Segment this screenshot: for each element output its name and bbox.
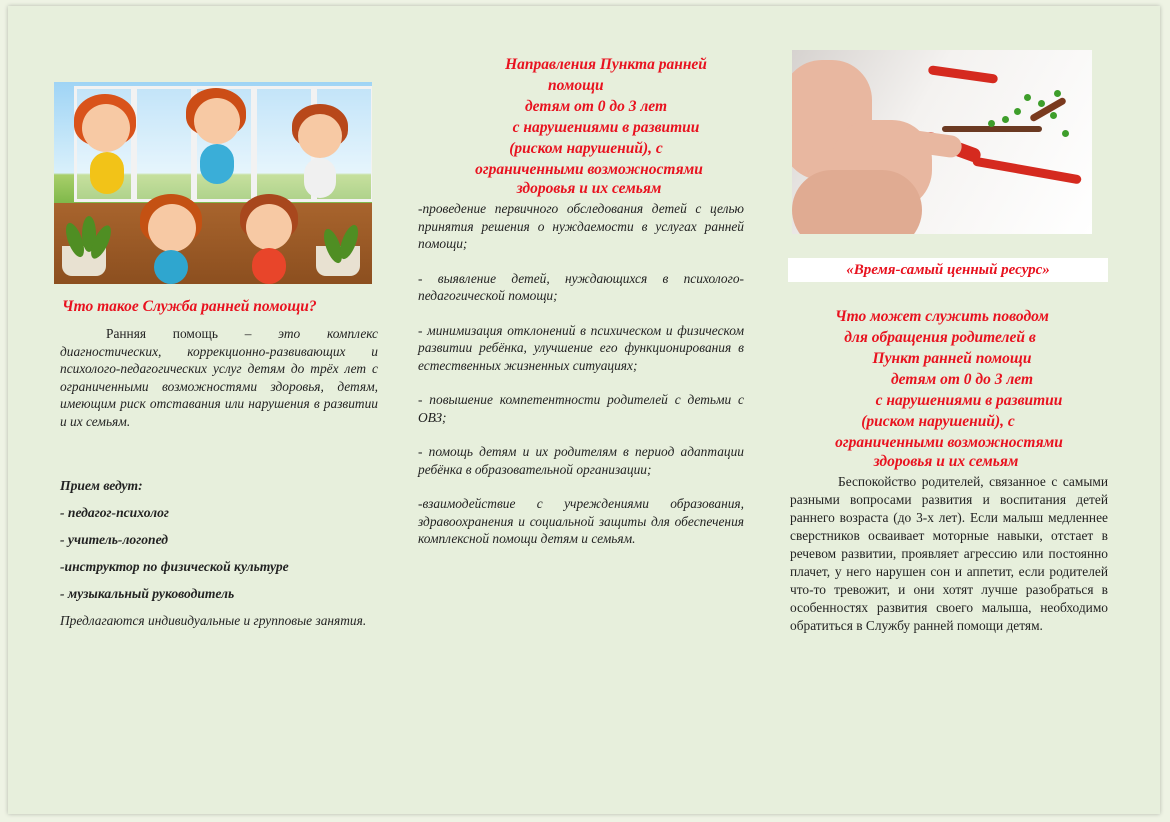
children-illustration [54, 82, 372, 284]
heading-line: (риском нарушений), с [509, 140, 663, 157]
right-body-text: Беспокойство родителей, связанное с самыми разными вопросами развития и воспитания детей раннего возраста (до 3-х лет). Если малыш медленнее сверстников осваивает моторные навыки, отстает в речевом развитии, проявляет агрессию или постоянно плачет, у него нарушен сон и аппетит, если родителей что-то тревожит, и они хотят лучше разобраться в особенностях развития своего малыша, необходимо обратиться в Службу ранней помощи детям. [790, 474, 1108, 633]
heading-line: для обращения родителей в [844, 329, 1036, 346]
direction-item: - помощь детям и их родителям в период адаптации ребёнка в образовательной организации; [418, 444, 744, 477]
heading-line: помощи [548, 77, 604, 94]
left-column [54, 82, 378, 630]
left-title: Что такое Служба ранней помощи? [62, 298, 317, 315]
middle-heading [418, 54, 744, 198]
direction-item: - повышение компетентности родителей с детьми с ОВЗ; [418, 392, 744, 425]
heading-line: детям от 0 до 3 лет [890, 371, 1034, 388]
middle-column [418, 54, 744, 548]
finger-painting-photo [792, 50, 1092, 234]
staff-item: - педагог-психолог [60, 505, 169, 520]
direction-item: - минимизация отклонений в психическом и физическом развитии ребёнка, улучшение его функционирования в естественных жизненных ситуациях; [418, 322, 744, 373]
heading-line: Пункт ранней помощи [872, 350, 1032, 367]
staff-item: -инструктор по физической культуре [60, 559, 289, 574]
heading-line: здоровья и их семьям [873, 453, 1019, 470]
heading-line: ограниченными возможностями [475, 161, 703, 178]
heading-line: ограниченными возможностями [835, 434, 1063, 451]
staff-title: Прием ведут: [60, 478, 143, 493]
intro-lead: Ранняя помощь – [106, 326, 279, 341]
direction-item: -проведение первичного обследования детей с целью принятия решения о нуждаемости в услугах ранней помощи; [418, 201, 744, 251]
heading-line: Что может служить поводом [835, 308, 1049, 325]
right-column [782, 50, 1112, 635]
heading-line: здоровья и их семьям [516, 180, 662, 197]
left-footer: Предлагаются индивидуальные и групповые занятия. [60, 613, 367, 628]
right-body [790, 473, 1108, 635]
heading-line: с нарушениями в развитии [875, 392, 1063, 409]
staff-item: - учитель-логопед [60, 532, 169, 547]
direction-item: - выявление детей, нуждающихся в психолого-педагогической помощи; [418, 270, 744, 303]
intro-rest: это комплекс диагностических, коррекционно-развивающих и психолого-педагогических услуг детям до трёх лет с ограниченными возможностями здоровья, детям, имеющим риск отставания или нарушения в развитии и их семьям. [60, 326, 378, 429]
motto-text: «Время-самый ценный ресурс» [846, 261, 1050, 278]
heading-line: (риском нарушений), с [861, 413, 1015, 430]
motto-banner [788, 258, 1108, 282]
direction-item: -взаимодействие с учреждениями образования, здравоохранения и социальной защиты для обеспечения комплексной помощи детям и семьям. [418, 496, 744, 546]
right-heading [782, 306, 1112, 471]
left-intro [60, 325, 378, 430]
heading-line: детям от 0 до 3 лет [524, 98, 668, 115]
heading-line: с нарушениями в развитии [512, 119, 700, 136]
staff-item: - музыкальный руководитель [60, 586, 235, 601]
heading-line: Направления Пункта ранней [505, 56, 707, 73]
